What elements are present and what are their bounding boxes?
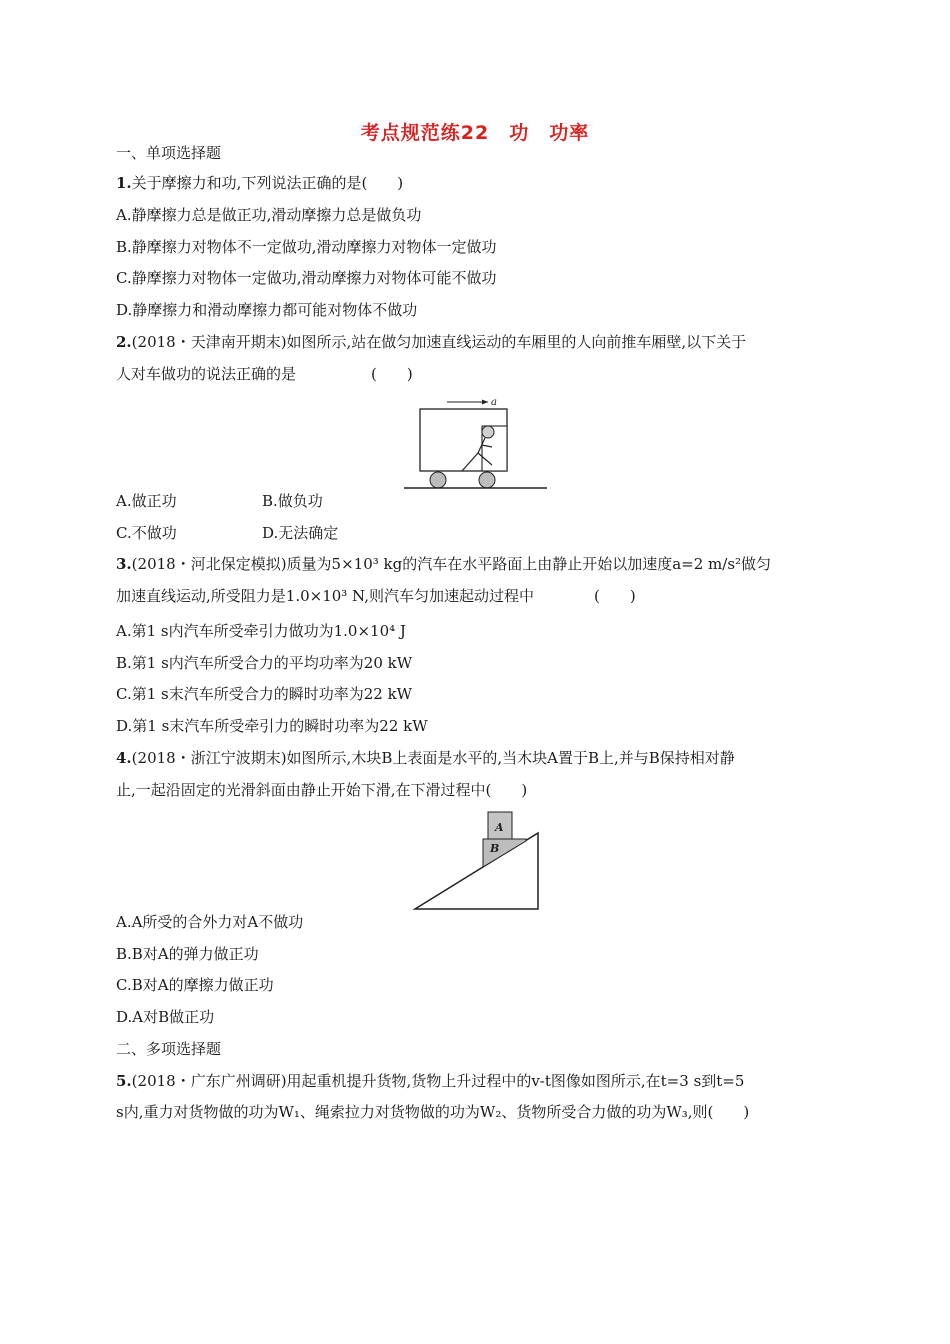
q3-option-d: D.第1 s末汽车所受牵引力的瞬时功率为22 kW: [116, 717, 428, 735]
wheel-left: [430, 472, 446, 488]
incline-blocks-figure: [410, 806, 545, 912]
q2-option-d: D.无法确定: [262, 524, 339, 542]
question-4-stem-line1: [116, 748, 735, 768]
q3-option-c: C.第1 s末汽车所受合力的瞬时功率为22 kW: [116, 685, 413, 703]
block-b-label: B: [490, 842, 500, 855]
acceleration-label: a: [491, 397, 497, 408]
question-text: (2018・天津南开期末)如图所示,站在做匀加速直线运动的车厢里的人向前推车厢壁,以下关于: [131, 333, 747, 351]
q3-option-a: A.第1 s内汽车所受牵引力做功为1.0×10⁴ J: [116, 622, 406, 640]
question-3-stem-line1: [116, 554, 771, 574]
q1-option-b: B.静摩擦力对物体不一定做功,滑动摩擦力对物体一定做功: [116, 238, 497, 256]
arrowhead: [482, 400, 488, 405]
question-2-stem-line1: [116, 332, 746, 352]
question-4-stem-line2: 止,一起沿固定的光滑斜面由静止开始下滑,在下滑过程中( ): [116, 781, 528, 799]
question-number: 1.: [116, 174, 132, 192]
question-5-stem-line2: s内,重力对货物做的功为W₁、绳索拉力对货物做的功为W₂、货物所受合力做的功为W₃,则( ): [116, 1103, 750, 1121]
cart-push-figure: [400, 392, 550, 492]
q4-option-c: C.B对A的摩擦力做正功: [116, 976, 274, 994]
person-leg-back: [462, 453, 478, 471]
question-5-stem-line1: [116, 1071, 744, 1091]
q1-option-d: D.静摩擦力和滑动摩擦力都可能对物体不做功: [116, 301, 418, 319]
q3-option-b: B.第1 s内汽车所受合力的平均功率为20 kW: [116, 654, 413, 672]
section-heading-single: 一、单项选择题: [116, 144, 222, 162]
q2-option-c: C.不做功: [116, 524, 177, 542]
wheel-right: [479, 472, 495, 488]
question-text: 关于摩擦力和功,下列说法正确的是( ): [131, 174, 404, 192]
q4-option-a: A.A所受的合外力对A不做功: [116, 913, 304, 931]
page-title: 考点规范练22 功 功率: [360, 122, 590, 144]
question-text: (2018・河北保定模拟)质量为5×10³ kg的汽车在水平路面上由静止开始以加速度a=2 m/s²做匀: [131, 555, 772, 573]
q4-option-b: B.B对A的弹力做正功: [116, 945, 259, 963]
question-number: 4.: [116, 749, 132, 767]
question-number: 2.: [116, 333, 132, 351]
question-2-stem-line2: 人对车做功的说法正确的是 ( ): [116, 365, 413, 383]
question-number: 5.: [116, 1072, 132, 1090]
question-3-stem-line2: 加速直线运动,所受阻力是1.0×10³ N,则汽车匀加速起动过程中 ( ): [116, 587, 636, 605]
section-heading-multi: 二、多项选择题: [116, 1040, 222, 1058]
q1-option-c: C.静摩擦力对物体一定做功,滑动摩擦力对物体可能不做功: [116, 269, 497, 287]
person-head: [482, 426, 494, 438]
question-text: (2018・浙江宁波期末)如图所示,木块B上表面是水平的,当木块A置于B上,并与B保持相对静: [131, 749, 735, 767]
q4-option-d: D.A对B做正功: [116, 1008, 215, 1026]
question-text: (2018・广东广州调研)用起重机提升货物,货物上升过程中的v-t图像如图所示,在t=3 s到t=5: [131, 1072, 745, 1090]
q1-option-a: A.静摩擦力总是做正功,滑动摩擦力总是做负功: [116, 206, 422, 224]
block-a-label: A: [495, 821, 504, 834]
question-number: 3.: [116, 555, 132, 573]
q2-option-b: B.做负功: [262, 492, 323, 510]
question-1-stem: [116, 173, 403, 193]
q2-option-a: A.做正功: [116, 492, 177, 510]
